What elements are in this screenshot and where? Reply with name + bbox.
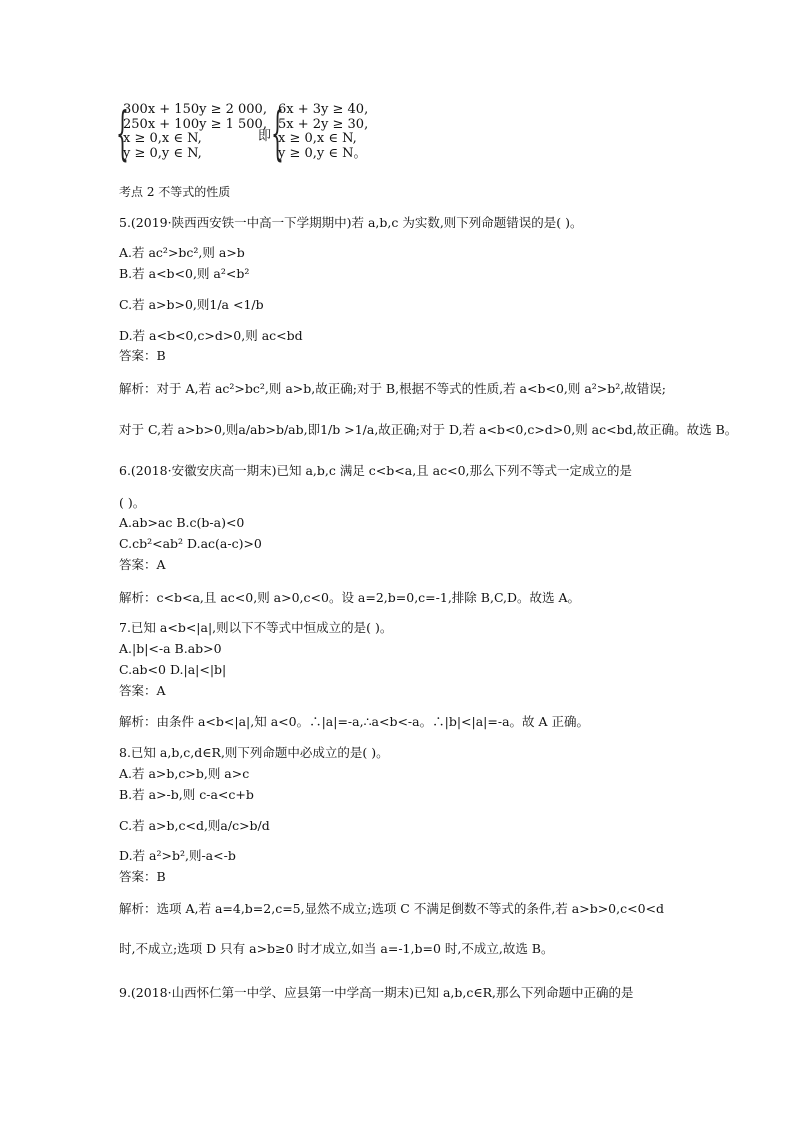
system-1-row: 250x + 100y ≥ 1 500,	[123, 116, 267, 132]
system-2-row: 6x + 3y ≥ 40,	[278, 102, 369, 117]
question-7-stem: 7.已知 a<b<|a|,则以下不等式中恒成立的是( )。	[119, 620, 393, 635]
question-5-option: B.若 a<b<0,则 a²<b²	[119, 266, 250, 281]
question-9-stem: 9.(2018·山西怀仁第一中学、应县第一中学高一期末)已知 a,b,c∈R,那么下列命题中正确的是	[119, 985, 634, 1000]
question-5-option: A.若 ac²>bc²,则 a>b	[119, 245, 245, 260]
inequality-system-2	[271, 99, 369, 167]
question-6-analysis: 解析：c<b<a,且 ac<0,则 a>0,c<0。设 a=2,b=0,c=-1,排除 B,C,D。故选 A。	[119, 590, 581, 605]
conjunction-text: 即	[258, 129, 272, 144]
question-7-analysis: 解析：由条件 a<b<|a|,知 a<0。∴|a|=-a,∴a<b<-a。∴|b|<|a|=-a。故 A 正确。	[119, 714, 590, 729]
brace-icon: {	[116, 99, 129, 167]
question-8-option: A.若 a>b,c>b,则 a>c	[119, 766, 250, 781]
system-2-row: 5x + 2y ≥ 30,	[278, 116, 369, 132]
question-8-option: D.若 a²>b²,则-a<-b	[119, 848, 236, 863]
question-6-option: A.ab>ac B.c(b-a)<0	[119, 515, 245, 530]
question-6-option: C.cb²<ab² D.ac(a-c)>0	[119, 536, 262, 551]
question-7-answer: 答案：A	[119, 683, 166, 698]
question-8-option: B.若 a>-b,则 c-a<c+b	[119, 787, 254, 802]
question-5-option: C.若 a>b>0,则1/a <1/b	[119, 297, 264, 312]
system-2-row: y ≥ 0,y ∈ N。	[278, 145, 367, 161]
question-6-stem: 6.(2018·安徽安庆高一期末)已知 a,b,c 满足 c<b<a,且 ac<0,那么下列不等式一定成立的是	[119, 463, 632, 478]
question-5-option: D.若 a<b<0,c>d>0,则 ac<bd	[119, 328, 303, 343]
question-6-answer: 答案：A	[119, 557, 166, 572]
question-8-option: C.若 a>b,c<d,则a/c>b/d	[119, 818, 270, 833]
question-5-analysis: 对于 C,若 a>b>0,则a/ab>b/ab,即1/b >1/a,故正确;对于 D,若 a<b<0,c>d>0,则 ac<bd,故正确。故选 B。	[119, 422, 738, 437]
question-7-option: C.ab<0 D.|a|<|b|	[119, 662, 227, 677]
question-5-analysis: 解析：对于 A,若 ac²>bc²,则 a>b,故正确;对于 B,根据不等式的性质,若 a<b<0,则 a²>b²,故错误;	[119, 381, 666, 396]
question-6-stem: ( )。	[119, 495, 146, 510]
question-8-analysis: 解析：选项 A,若 a=4,b=2,c=5,显然不成立;选项 C 不满足倒数不等式的条件,若 a>b>0,c<0<d	[119, 901, 665, 916]
system-1-row: y ≥ 0,y ∈ N,	[123, 145, 202, 161]
section-heading: 考点 2 不等式的性质	[119, 185, 231, 199]
question-8-stem: 8.已知 a,b,c,d∈R,则下列命题中必成立的是( )。	[119, 745, 389, 760]
question-8-answer: 答案：B	[119, 869, 166, 884]
brace-icon: {	[271, 99, 284, 167]
question-5-stem: 5.(2019·陕西西安铁一中高一下学期期中)若 a,b,c 为实数,则下列命题错误的是( )。	[119, 215, 583, 230]
system-1-row: x ≥ 0,x ∈ N,	[123, 131, 202, 146]
system-1-row: 300x + 150y ≥ 2 000,	[123, 102, 267, 117]
system-2-row: x ≥ 0,x ∈ N,	[278, 131, 357, 146]
question-8-analysis: 时,不成立;选项 D 只有 a>b≥0 时才成立,如当 a=-1,b=0 时,不成立,故选 B。	[119, 941, 554, 956]
question-5-answer: 答案：B	[119, 348, 166, 363]
question-7-option: A.|b|<-a B.ab>0	[119, 641, 222, 656]
inequality-system-1	[116, 99, 267, 167]
